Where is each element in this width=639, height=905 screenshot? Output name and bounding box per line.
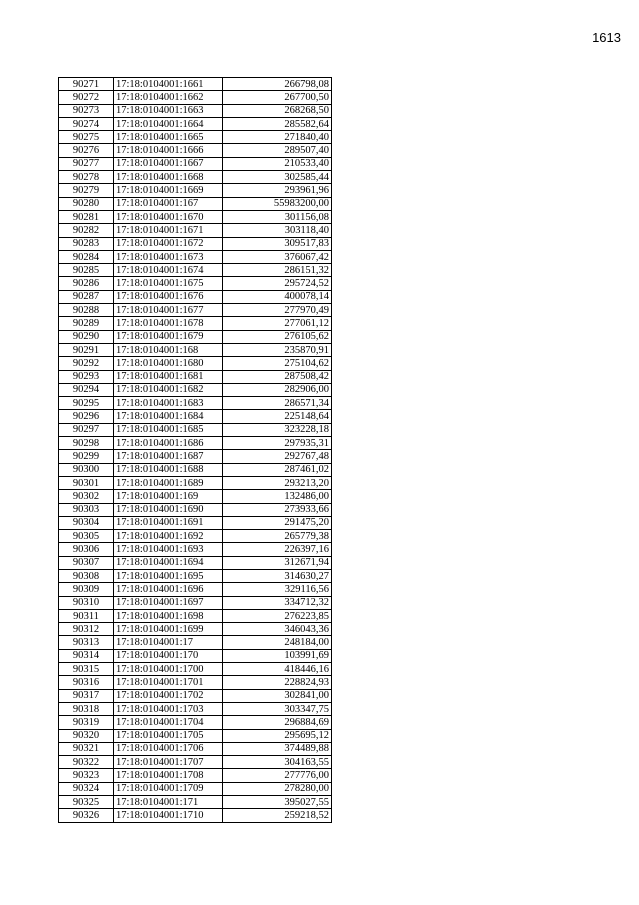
cadastral-value: 268268,50	[223, 104, 332, 117]
cadastral-value: 376067,42	[223, 250, 332, 263]
cadastral-number: 17:18:0104001:1679	[114, 330, 223, 343]
table-row	[59, 676, 332, 689]
table-row	[59, 237, 332, 250]
cadastral-value: 225148,64	[223, 410, 332, 423]
table-row	[59, 304, 332, 317]
cadastral-value: 278280,00	[223, 782, 332, 795]
table-row	[59, 224, 332, 237]
table-row	[59, 463, 332, 476]
cadastral-value: 302585,44	[223, 171, 332, 184]
cadastral-value: 295724,52	[223, 277, 332, 290]
cadastral-value: 277061,12	[223, 317, 332, 330]
table-row	[59, 117, 332, 130]
cadastral-number: 17:18:0104001:1697	[114, 596, 223, 609]
cadastral-number: 17:18:0104001:1710	[114, 809, 223, 822]
table-row	[59, 290, 332, 303]
table-row	[59, 317, 332, 330]
cadastral-number: 17:18:0104001:169	[114, 490, 223, 503]
table-row	[59, 782, 332, 795]
cadastral-value: 314630,27	[223, 569, 332, 582]
row-number: 90272	[59, 91, 114, 104]
table-row	[59, 210, 332, 223]
row-number: 90320	[59, 729, 114, 742]
cadastral-number: 17:18:0104001:1677	[114, 304, 223, 317]
table-row	[59, 809, 332, 822]
cadastral-value: 286571,34	[223, 397, 332, 410]
cadastral-number: 17:18:0104001:1666	[114, 144, 223, 157]
cadastral-number: 17:18:0104001:1690	[114, 503, 223, 516]
cadastral-value: 302841,00	[223, 689, 332, 702]
cadastral-value: 291475,20	[223, 516, 332, 529]
cadastral-number: 17:18:0104001:1691	[114, 516, 223, 529]
row-number: 90325	[59, 796, 114, 809]
cadastral-value: 266798,08	[223, 78, 332, 91]
row-number: 90280	[59, 197, 114, 210]
cadastral-number: 17:18:0104001:1707	[114, 756, 223, 769]
row-number: 90297	[59, 423, 114, 436]
table-row	[59, 596, 332, 609]
cadastral-number: 17:18:0104001:1681	[114, 370, 223, 383]
row-number: 90290	[59, 330, 114, 343]
table-row	[59, 330, 332, 343]
cadastral-value: 297935,31	[223, 437, 332, 450]
table-row	[59, 702, 332, 715]
cadastral-value: 301156,08	[223, 210, 332, 223]
cadastral-number: 17:18:0104001:1692	[114, 530, 223, 543]
cadastral-value: 329116,56	[223, 583, 332, 596]
row-number: 90311	[59, 609, 114, 622]
table-row	[59, 343, 332, 356]
table-row	[59, 277, 332, 290]
cadastral-number: 17:18:0104001:1695	[114, 569, 223, 582]
cadastral-number: 17:18:0104001:1682	[114, 383, 223, 396]
cadastral-value: 275104,62	[223, 357, 332, 370]
cadastral-number: 17:18:0104001:1700	[114, 663, 223, 676]
cadastral-number: 17:18:0104001:1708	[114, 769, 223, 782]
cadastral-value: 276105,62	[223, 330, 332, 343]
table-row	[59, 742, 332, 755]
row-number: 90286	[59, 277, 114, 290]
row-number: 90314	[59, 649, 114, 662]
cadastral-number: 17:18:0104001:1663	[114, 104, 223, 117]
row-number: 90281	[59, 210, 114, 223]
cadastral-number: 17:18:0104001:168	[114, 343, 223, 356]
row-number: 90288	[59, 304, 114, 317]
table-row	[59, 609, 332, 622]
cadastral-value: 285582,64	[223, 117, 332, 130]
table-row	[59, 530, 332, 543]
table-row	[59, 78, 332, 91]
cadastral-value: 226397,16	[223, 543, 332, 556]
row-number: 90278	[59, 171, 114, 184]
row-number: 90318	[59, 702, 114, 715]
row-number: 90300	[59, 463, 114, 476]
cadastral-value: 296884,69	[223, 716, 332, 729]
cadastral-value: 267700,50	[223, 91, 332, 104]
cadastral-value-table	[58, 77, 332, 823]
table-row	[59, 503, 332, 516]
cadastral-value: 55983200,00	[223, 197, 332, 210]
table-row	[59, 144, 332, 157]
table-row	[59, 197, 332, 210]
cadastral-number: 17:18:0104001:1687	[114, 450, 223, 463]
cadastral-number: 17:18:0104001:1671	[114, 224, 223, 237]
cadastral-value: 132486,00	[223, 490, 332, 503]
table-row	[59, 437, 332, 450]
cadastral-number: 17:18:0104001:1669	[114, 184, 223, 197]
cadastral-value: 303347,75	[223, 702, 332, 715]
table-row	[59, 450, 332, 463]
row-number: 90275	[59, 131, 114, 144]
cadastral-value: 292767,48	[223, 450, 332, 463]
table-row	[59, 663, 332, 676]
cadastral-number: 17:18:0104001:1675	[114, 277, 223, 290]
row-number: 90308	[59, 569, 114, 582]
cadastral-value: 293961,96	[223, 184, 332, 197]
cadastral-number: 17:18:0104001:1694	[114, 556, 223, 569]
table-row	[59, 131, 332, 144]
cadastral-value: 395027,55	[223, 796, 332, 809]
row-number: 90299	[59, 450, 114, 463]
cadastral-number: 17:18:0104001:1706	[114, 742, 223, 755]
cadastral-number: 17:18:0104001:1668	[114, 171, 223, 184]
cadastral-number: 17:18:0104001:1698	[114, 609, 223, 622]
cadastral-value: 276223,85	[223, 609, 332, 622]
row-number: 90284	[59, 250, 114, 263]
cadastral-value: 277970,49	[223, 304, 332, 317]
cadastral-value: 235870,91	[223, 343, 332, 356]
row-number: 90307	[59, 556, 114, 569]
row-number: 90317	[59, 689, 114, 702]
cadastral-number: 17:18:0104001:1701	[114, 676, 223, 689]
cadastral-value: 248184,00	[223, 636, 332, 649]
table-row	[59, 410, 332, 423]
row-number: 90287	[59, 290, 114, 303]
row-number: 90323	[59, 769, 114, 782]
cadastral-number: 17:18:0104001:1680	[114, 357, 223, 370]
cadastral-number: 17:18:0104001:1667	[114, 157, 223, 170]
cadastral-value: 295695,12	[223, 729, 332, 742]
cadastral-number: 17:18:0104001:171	[114, 796, 223, 809]
cadastral-value: 287461,02	[223, 463, 332, 476]
row-number: 90282	[59, 224, 114, 237]
cadastral-number: 17:18:0104001:1678	[114, 317, 223, 330]
row-number: 90273	[59, 104, 114, 117]
cadastral-value: 323228,18	[223, 423, 332, 436]
cadastral-value: 312671,94	[223, 556, 332, 569]
cadastral-number: 17:18:0104001:167	[114, 197, 223, 210]
row-number: 90292	[59, 357, 114, 370]
row-number: 90283	[59, 237, 114, 250]
row-number: 90310	[59, 596, 114, 609]
cadastral-value: 271840,40	[223, 131, 332, 144]
table-row	[59, 104, 332, 117]
cadastral-number: 17:18:0104001:1703	[114, 702, 223, 715]
row-number: 90304	[59, 516, 114, 529]
row-number: 90298	[59, 437, 114, 450]
cadastral-number: 17:18:0104001:1693	[114, 543, 223, 556]
row-number: 90321	[59, 742, 114, 755]
cadastral-number: 17:18:0104001:1689	[114, 476, 223, 489]
row-number: 90315	[59, 663, 114, 676]
row-number: 90277	[59, 157, 114, 170]
table-row	[59, 397, 332, 410]
row-number: 90306	[59, 543, 114, 556]
cadastral-number: 17:18:0104001:170	[114, 649, 223, 662]
row-number: 90326	[59, 809, 114, 822]
table-row	[59, 171, 332, 184]
cadastral-value: 346043,36	[223, 623, 332, 636]
cadastral-value: 334712,32	[223, 596, 332, 609]
table-row	[59, 796, 332, 809]
cadastral-value: 210533,40	[223, 157, 332, 170]
table-row	[59, 516, 332, 529]
table-row	[59, 769, 332, 782]
cadastral-value: 228824,93	[223, 676, 332, 689]
table-row	[59, 250, 332, 263]
cadastral-value: 304163,55	[223, 756, 332, 769]
cadastral-value: 103991,69	[223, 649, 332, 662]
table-row	[59, 623, 332, 636]
cadastral-number: 17:18:0104001:1685	[114, 423, 223, 436]
row-number: 90309	[59, 583, 114, 596]
table-row	[59, 636, 332, 649]
page-number: 1613	[592, 30, 621, 45]
cadastral-number: 17:18:0104001:1674	[114, 264, 223, 277]
cadastral-number: 17:18:0104001:1662	[114, 91, 223, 104]
cadastral-number: 17:18:0104001:1672	[114, 237, 223, 250]
table-row	[59, 264, 332, 277]
table-row	[59, 569, 332, 582]
row-number: 90312	[59, 623, 114, 636]
cadastral-value: 259218,52	[223, 809, 332, 822]
cadastral-value: 282906,00	[223, 383, 332, 396]
cadastral-number: 17:18:0104001:1705	[114, 729, 223, 742]
cadastral-value: 303118,40	[223, 224, 332, 237]
row-number: 90322	[59, 756, 114, 769]
cadastral-value: 265779,38	[223, 530, 332, 543]
table-row	[59, 91, 332, 104]
table-row	[59, 383, 332, 396]
cadastral-value: 400078,14	[223, 290, 332, 303]
row-number: 90289	[59, 317, 114, 330]
cadastral-number: 17:18:0104001:1704	[114, 716, 223, 729]
cadastral-number: 17:18:0104001:1676	[114, 290, 223, 303]
table-row	[59, 729, 332, 742]
row-number: 90271	[59, 78, 114, 91]
row-number: 90305	[59, 530, 114, 543]
cadastral-value: 293213,20	[223, 476, 332, 489]
cadastral-value: 374489,88	[223, 742, 332, 755]
cadastral-number: 17:18:0104001:1699	[114, 623, 223, 636]
cadastral-number: 17:18:0104001:1664	[114, 117, 223, 130]
row-number: 90302	[59, 490, 114, 503]
table-row	[59, 184, 332, 197]
cadastral-number: 17:18:0104001:1683	[114, 397, 223, 410]
row-number: 90294	[59, 383, 114, 396]
cadastral-value: 286151,32	[223, 264, 332, 277]
table-body	[59, 78, 332, 823]
cadastral-value: 287508,42	[223, 370, 332, 383]
cadastral-value: 273933,66	[223, 503, 332, 516]
row-number: 90301	[59, 476, 114, 489]
table-row	[59, 476, 332, 489]
cadastral-value: 277776,00	[223, 769, 332, 782]
row-number: 90274	[59, 117, 114, 130]
cadastral-number: 17:18:0104001:1661	[114, 78, 223, 91]
row-number: 90324	[59, 782, 114, 795]
row-number: 90295	[59, 397, 114, 410]
row-number: 90319	[59, 716, 114, 729]
cadastral-value: 309517,83	[223, 237, 332, 250]
row-number: 90291	[59, 343, 114, 356]
cadastral-number: 17:18:0104001:1702	[114, 689, 223, 702]
table-row	[59, 556, 332, 569]
table-row	[59, 490, 332, 503]
table-row	[59, 543, 332, 556]
table-row	[59, 583, 332, 596]
cadastral-value: 289507,40	[223, 144, 332, 157]
row-number: 90296	[59, 410, 114, 423]
cadastral-number: 17:18:0104001:1670	[114, 210, 223, 223]
cadastral-number: 17:18:0104001:17	[114, 636, 223, 649]
row-number: 90313	[59, 636, 114, 649]
table-row	[59, 157, 332, 170]
table-row	[59, 357, 332, 370]
table-row	[59, 423, 332, 436]
table-row	[59, 689, 332, 702]
table-row	[59, 716, 332, 729]
row-number: 90276	[59, 144, 114, 157]
table-row	[59, 756, 332, 769]
cadastral-number: 17:18:0104001:1684	[114, 410, 223, 423]
cadastral-value: 418446,16	[223, 663, 332, 676]
cadastral-number: 17:18:0104001:1696	[114, 583, 223, 596]
cadastral-number: 17:18:0104001:1686	[114, 437, 223, 450]
row-number: 90285	[59, 264, 114, 277]
cadastral-number: 17:18:0104001:1665	[114, 131, 223, 144]
cadastral-number: 17:18:0104001:1688	[114, 463, 223, 476]
table-row	[59, 649, 332, 662]
cadastral-number: 17:18:0104001:1709	[114, 782, 223, 795]
table-row	[59, 370, 332, 383]
row-number: 90303	[59, 503, 114, 516]
row-number: 90293	[59, 370, 114, 383]
row-number: 90279	[59, 184, 114, 197]
cadastral-number: 17:18:0104001:1673	[114, 250, 223, 263]
row-number: 90316	[59, 676, 114, 689]
